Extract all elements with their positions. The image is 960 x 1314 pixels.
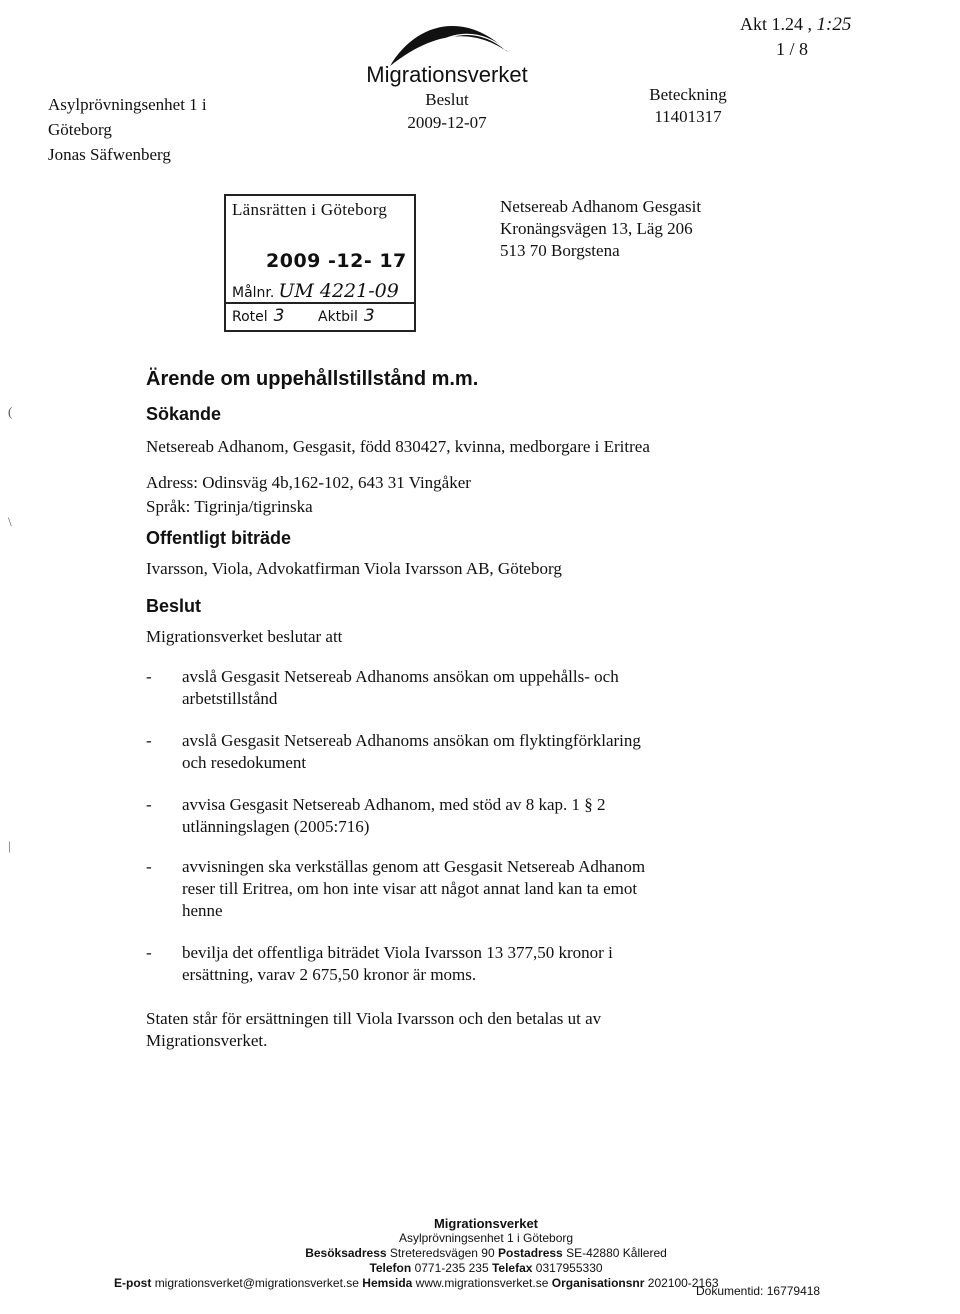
footer-email-label: E-post [114, 1276, 152, 1290]
sender-officer: Jonas Säfwenberg [48, 145, 171, 164]
akt-handwritten-number: 1:25 [816, 14, 852, 35]
decision-item-line: ersättning, varav 2 675,50 kronor är moms. [182, 965, 477, 984]
recipient-postal: 513 70 Borgstena [500, 241, 620, 260]
recipient-street: Kronängsvägen 13, Läg 206 [500, 219, 693, 238]
document-date: 2009-12-07 [407, 113, 487, 132]
footer-post-value: SE-42880 Kållered [566, 1246, 667, 1260]
decision-item [146, 856, 726, 926]
decision-item [146, 794, 726, 842]
footer-addresses [96, 1246, 876, 1261]
footer-fax-value: 0317955330 [535, 1261, 603, 1275]
migrationsverket-logo [386, 12, 512, 68]
stamp-date: 2009 -12- 17 [266, 250, 407, 272]
stamp-case-number [232, 280, 399, 302]
recipient-address [500, 196, 701, 262]
decision-item-line: och resedokument [182, 753, 307, 772]
decision-intro: Migrationsverket beslutar att [146, 627, 343, 646]
footer-orgnr-value: 202100-2163 [647, 1276, 719, 1290]
decision-item [146, 666, 726, 714]
stamp-case-handwritten: UM 4221-09 [278, 280, 399, 302]
document-id-value: 16779418 [766, 1284, 821, 1298]
document-header [342, 62, 552, 134]
sender-unit: Asylprövningsenhet 1 i [48, 95, 207, 114]
footer-email-value: migrationsverket@migrationsverket.se [154, 1276, 359, 1290]
decision-item-line: avslå Gesgasit Netsereab Adhanoms ansökan om flyktingförklaring [182, 731, 641, 750]
counsel-line: Ivarsson, Viola, Advokatfirman Viola Ivarsson AB, Göteborg [146, 559, 562, 578]
footer [96, 1216, 876, 1291]
footer-phone-label: Telefon [369, 1261, 412, 1275]
counsel-heading: Offentligt biträde [146, 528, 291, 548]
footer-phones [96, 1261, 876, 1276]
bullet-dash: - [146, 667, 152, 686]
footer-visit-label: Besöksadress [305, 1246, 387, 1260]
stamp-court-name: Länsrätten i Göteborg [232, 200, 388, 219]
document-id-label: Dokumentid: [696, 1284, 764, 1298]
decision-item-line: utlänningslagen (2005:716) [182, 817, 370, 836]
stamp-aktbil [318, 306, 375, 326]
stamp-aktbil-number: 3 [363, 306, 375, 326]
closing-paragraph [146, 1008, 726, 1052]
decision-heading: Beslut [146, 596, 202, 616]
document-id [696, 1284, 820, 1298]
decision-item-line: bevilja det offentliga biträdet Viola Ivarsson 13 377,50 kronor i [182, 943, 613, 962]
decision-item-line: avslå Gesgasit Netsereab Adhanoms ansökan om uppehålls- och [182, 667, 619, 686]
applicant-heading: Sökande [146, 404, 222, 424]
closing-line: Staten står för ersättningen till Viola Ivarsson och den betalas ut av [146, 1009, 602, 1028]
footer-unit: Asylprövningsenhet 1 i Göteborg [398, 1231, 574, 1245]
footer-org: Migrationsverket [433, 1216, 539, 1231]
stamp-rotel-number: 3 [273, 306, 285, 326]
court-stamp [224, 194, 416, 332]
decision-item [146, 942, 726, 990]
sender-city: Göteborg [48, 120, 112, 139]
bullet-dash: - [146, 943, 152, 962]
akt-number: Akt 1.24 [740, 14, 803, 34]
footer-visit-value: Streteredsvägen 90 [389, 1246, 495, 1260]
sender-block [48, 92, 207, 167]
stamp-case-label: Målnr. [232, 285, 275, 301]
stamp-rotel-label: Rotel [232, 309, 268, 325]
footer-orgnr-label: Organisationsnr [551, 1276, 645, 1290]
case-heading: Ärende om uppehållstillstånd m.m. [146, 368, 479, 390]
decision-item-line: reser till Eritrea, om hon inte visar att något annat land kan ta emot [182, 879, 638, 898]
org-name: Migrationsverket [366, 62, 528, 87]
bullet-dash: - [146, 795, 152, 814]
reference-block [630, 84, 746, 128]
reference-number: 11401317 [654, 107, 722, 126]
margin-mark: ( [8, 404, 13, 419]
page-number: 1 / 8 [776, 39, 809, 59]
margin-mark: \ [8, 514, 12, 529]
decision-item-line: henne [182, 901, 223, 920]
closing-line: Migrationsverket. [146, 1031, 268, 1050]
footer-post-label: Postadress [498, 1246, 563, 1260]
bullet-dash: - [146, 731, 152, 750]
decision-item-line: arbetstillstånd [182, 689, 278, 708]
footer-fax-label: Telefax [491, 1261, 533, 1275]
address-line: Adress: Odinsväg 4b,162-102, 643 31 Vingåker [146, 473, 471, 492]
stamp-divider [226, 302, 414, 304]
bullet-dash: - [146, 857, 152, 876]
footer-phone-value: 0771-235 235 [414, 1261, 489, 1275]
decision-item-line: avvisa Gesgasit Netsereab Adhanom, med stöd av 8 kap. 1 § 2 [182, 795, 606, 814]
document-type: Beslut [425, 90, 469, 109]
decision-item [146, 730, 726, 778]
akt-reference: Akt 1.24 , 1:25 1 / 8 [740, 12, 940, 61]
footer-web-label: Hemsida [362, 1276, 413, 1290]
footer-web-value: www.migrationsverket.se [415, 1276, 549, 1290]
applicant-line: Netsereab Adhanom, Gesgasit, född 830427, kvinna, medborgare i Eritrea [146, 437, 650, 456]
stamp-rotel [232, 306, 284, 326]
stamp-aktbil-label: Aktbil [318, 309, 358, 325]
reference-label: Beteckning [649, 85, 727, 104]
language-line: Språk: Tigrinja/tigrinska [146, 497, 313, 516]
recipient-name: Netsereab Adhanom Gesgasit [500, 197, 702, 216]
margin-mark: | [8, 838, 11, 853]
decision-item-line: avvisningen ska verkställas genom att Gesgasit Netsereab Adhanom [182, 857, 646, 876]
